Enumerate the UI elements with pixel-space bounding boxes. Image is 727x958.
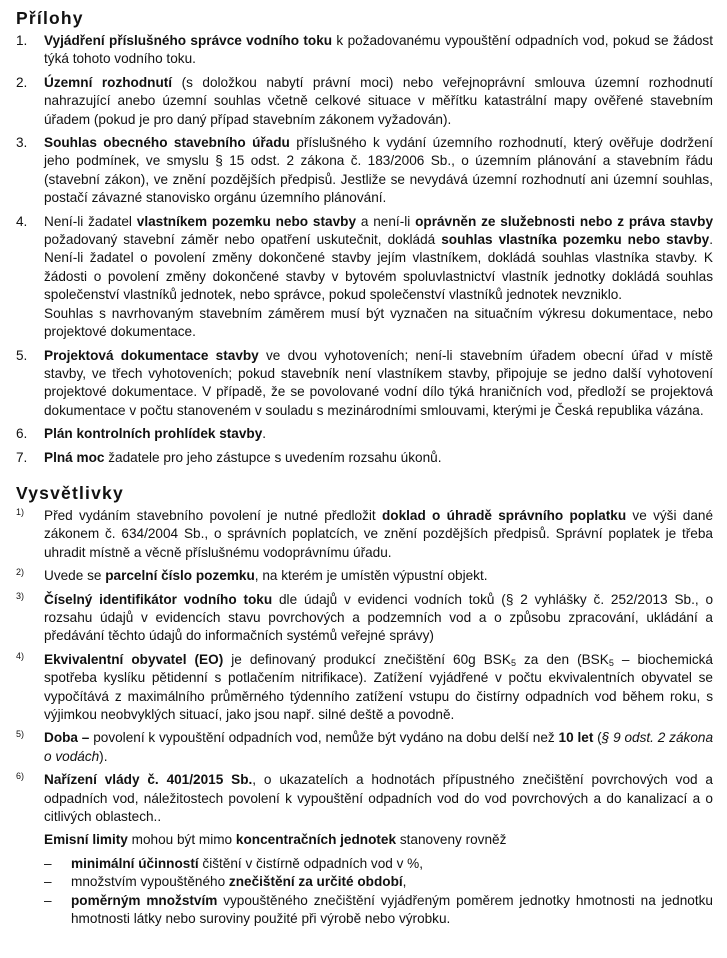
note-text: za den (BSK [515,651,609,667]
item-text: příslušného k vydání územního rozhodnutí, který ověřuje dodržení jeho podmínek, ve smyslu § 15 odst. 2 zákona č. 183/2006 Sb., o územním plánování a stavebním řádu (stavební zákon), ve znění pozdějších předpisů. Jestliže se nevydává územní rozhodnutí ani územní souhlas, postačí závazné stanovisko orgánu územního plánování. [44,135,713,206]
note-text: dle údajů v evidenci vodních toků (§ 2 vyhlášky č. 252/2013 Sb., o rozsahu údajů v evidencích stavu povrchových a podzemních vod a o způsobu zpracování, ukládání a předávání těchto údajů do informačních systémů veřejné správy) [44,591,714,644]
dash-bold: poměrným množstvím [71,892,218,908]
dash-item-3 [16,892,713,929]
note-text: je definovaný produkcí znečištění 60g BSK [223,651,511,667]
item-number: 1. [16,33,28,48]
note-text: ). [99,748,108,764]
item-bold: Vyjádření příslušného správce vodního toku [44,33,333,48]
attachment-item-1 [16,32,713,69]
emission-limits-paragraph [16,831,713,849]
dash-mark: – [44,892,52,908]
note-marker: 6) [16,771,25,782]
note-marker: 1) [16,506,25,517]
note-1 [16,507,713,562]
dash-mark: – [44,855,52,871]
item-text: žadatele pro jeho zástupce s uvedením rozsahu úkonů. [104,449,442,465]
item-number: 7. [16,449,28,465]
item-number: 2. [16,74,28,90]
item-bold: souhlas vlastníka pozemku nebo stavby [441,232,710,248]
item-bold: Územní rozhodnutí [44,74,173,90]
subscript: 5 [510,657,516,668]
attachment-item-6 [16,425,713,443]
note-3 [16,591,713,646]
attachment-item-3 [16,134,713,208]
note-text: stanoveny rovněž [396,832,507,848]
note-text: , na kterém je umístěn výpustní objekt. [254,568,488,584]
item-text: a není-li [356,213,416,229]
dash-text: vypouštěného znečištění vyjádřeným poměrem jednotky hmotnosti na jednotku hmotnosti látky nebo suroviny použité při výrobě nebo výrobku. [71,892,713,927]
note-bold: Emisní limity [44,832,128,848]
dash-text: množstvím vypouštěného [71,874,229,890]
dash-bold: znečištění za určité období [228,874,403,890]
dash-item-2 [16,873,713,891]
note-marker: 2) [16,567,25,578]
item-number: 5. [16,347,28,363]
item-text: k požadovanému vypouštění odpadních vod, pokud se žádost týká tohoto vodního toku. [44,33,713,67]
item-text: Není-li žadatel [44,213,137,229]
item-bold: vlastníkem pozemku nebo stavby [136,213,357,229]
dash-text: , [402,874,407,890]
note-bold: Ekvivalentní obyvatel (EO) [44,651,224,667]
item-text: Souhlas s navrhovaným stavebním záměrem musí být vyznačen na situačním výkresu dokumentace, nebo projektové dokumentace. [44,305,713,340]
note-text: ve výši dané zákonem č. 634/2004 Sb., o správních poplatcích, ve znění pozdějších předpisů. Správní poplatek je třeba uhradit místně a věcně příslušnému vodoprávnímu úřadu. [44,507,713,560]
note-text: povolení k vypouštění odpadních vod, nemůže být vydáno na dobu delší než [89,730,559,746]
note-bold: Číselný identifikátor vodního toku [44,591,273,607]
item-text: požadovaný stavební záměr nebo opatření uskutečnit, dokládá [44,232,442,248]
note-bold: koncentračních jednotek [235,832,397,848]
note-2 [16,567,713,585]
item-text: (s doložkou nabytí právní moci) nebo veřejnoprávní smlouva územní rozhodnutí nahrazující anebo územní souhlas včetně celkové situace v měřítku katastrální mapy ověřené stavebním úřadem (pokud je pro daný případ stavebním zákonem vyžadován). [44,74,713,127]
note-bold: parcelní číslo pozemku [105,568,255,584]
note-5 [16,729,713,766]
item-bold: Projektová dokumentace stavby [44,347,259,363]
note-marker: 5) [16,729,25,740]
notes-heading: Vysvětlivky [16,482,124,503]
item-text: . [262,426,267,442]
note-text: Uvede se [44,568,106,584]
dash-bold: minimální účinností [71,855,199,871]
subscript: 5 [608,657,614,668]
item-number: 6. [16,426,28,442]
note-bold: 10 let [558,730,594,746]
attachment-item-7 [16,449,713,467]
note-4 [16,651,713,725]
note-bold: Doba – [44,730,90,746]
note-text: ( [593,730,602,746]
note-6 [16,771,713,826]
note-bold: doklad o úhradě správního poplatku [381,507,627,523]
dash-item-1 [16,855,713,873]
note-bold: Nařízení vlády č. 401/2015 Sb. [44,772,253,788]
attachment-item-5 [16,347,713,421]
item-bold: Plán kontrolních prohlídek stavby [44,426,263,442]
item-bold: Plná moc [44,449,105,465]
note-italic: § 9 odst. 2 zákona o vodách [44,730,714,764]
item-bold: oprávněn ze služebnosti nebo z práva stavby [415,213,714,229]
attachment-item-4 [16,213,713,342]
note-marker: 4) [16,650,25,661]
dash-text: čištění v čistírně odpadních vod v %, [198,855,424,871]
note-text: , o ukazatelích a hodnotách přípustného znečištění povrchových vod a odpadních vod, náležitostech povolení k vypouštění odpadních vod do vod povrchových a do kanalizací a o citlivých oblastech.. [44,772,713,825]
note-text: mohou být mimo [127,832,236,848]
dash-mark: – [44,874,52,890]
attachments-heading: Přílohy [16,8,84,28]
item-text: ve dvou vyhotoveních; není-li stavebním úřadem obecní úřad v místě stavby, ve třech vyhotoveních; pokud stavebník není vlastníkem stavby, připojuje se jedno další vyhotovení projektové dokumentace. V případě, že se povolované vodní dílo týká hraničních vod, předloží se projektová dokumentace v počtu stanoveném v souladu s mezinárodními smlouvami, kterými je Česká republika vázána. [44,347,713,418]
note-text: – biochemická spotřeba kyslíku pětidenní s potlačením nitrifikace). Zatížení vyjádřené v počtu ekvivalentních obyvatel se vypočítává z maximálního průměrného týdenního zatížení vstupu do čistírny odpadních vod během roku, s výjimkou neobvyklých situací, jako jsou např. silné deště a povodně. [44,651,713,722]
note-marker: 3) [16,590,25,601]
item-number: 3. [16,135,28,151]
attachment-item-2 [16,74,713,129]
item-text: . Není-li žadatel o povolení změny dokončené stavby jejím vlastníkem, dokládá souhlas vlastníka stavby. K žádosti o povolení změny dokončené stavby v bytovém spoluvlastnictví vlastník jednotky dokládá souhlas společenství vlastníků jednotek, nebo správce, pokud společenství vlastníků jednotek nevzniklo. [44,232,713,303]
note-text: Před vydáním stavebního povolení je nutné předložit [44,507,382,523]
item-number: 4. [16,213,28,229]
item-bold: Souhlas obecného stavebního úřadu [44,135,290,151]
